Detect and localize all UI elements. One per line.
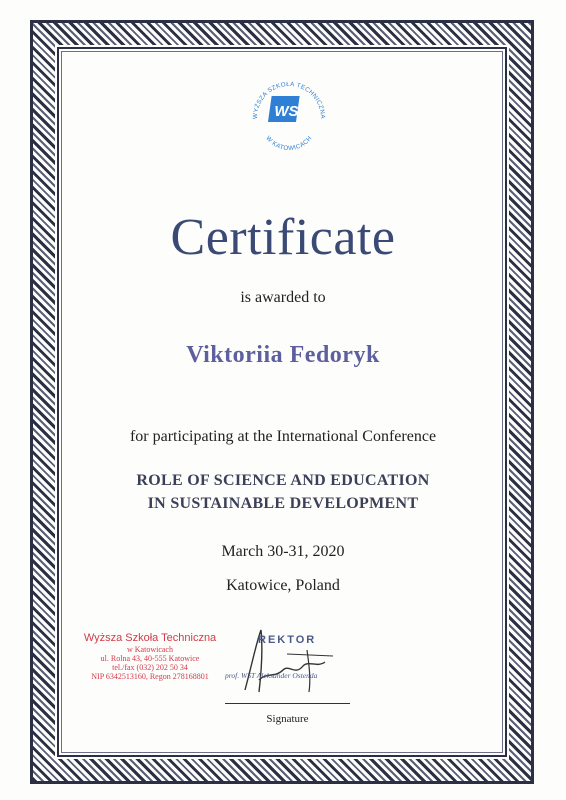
university-logo [247,72,331,156]
conference-title-line2: IN SUSTAINABLE DEVELOPMENT [147,495,419,512]
stamp-line-2: w Katowicach [127,644,173,654]
awarded-text: is awarded to [240,289,326,306]
stamp-line-1: Wyższa Szkoła Techniczna [83,632,217,644]
wst-logo-icon [247,72,331,156]
stamp-line-3: ul. Rolna 43, 40-555 Katowice [100,653,200,663]
recipient-name: Viktoriia Fedoryk [186,342,380,368]
stamp-line-5: NIP 6342513160, Regon 278168801 [91,672,209,682]
logo-ring-text-bottom: W KATOWICACH [264,134,314,153]
conference-date: March 30-31, 2020 [221,543,345,560]
stamp-line-4: tel./fax (032) 202 50 34 [112,663,188,673]
certificate-title: Certificate [170,209,396,266]
logo-mark: WST [274,103,308,120]
logo-ring-text-top: WYŻSZA SZKOŁA TECHNICZNA [251,80,327,120]
handwritten-signature [225,620,355,700]
signature-line [225,703,350,704]
svg-text:W KATOWICACH [264,135,313,152]
conference-title-line1: ROLE OF SCIENCE AND EDUCATION [136,472,430,489]
conference-place: Katowice, Poland [226,577,340,594]
signature-label: Signature [266,713,309,725]
rektor-stamp-title: REKTOR [258,634,317,646]
rektor-stamp-name: prof. WST Aleksander Ostenda [225,671,318,680]
institution-stamp [75,632,225,681]
participation-text: for participating at the International Conference [129,428,437,445]
